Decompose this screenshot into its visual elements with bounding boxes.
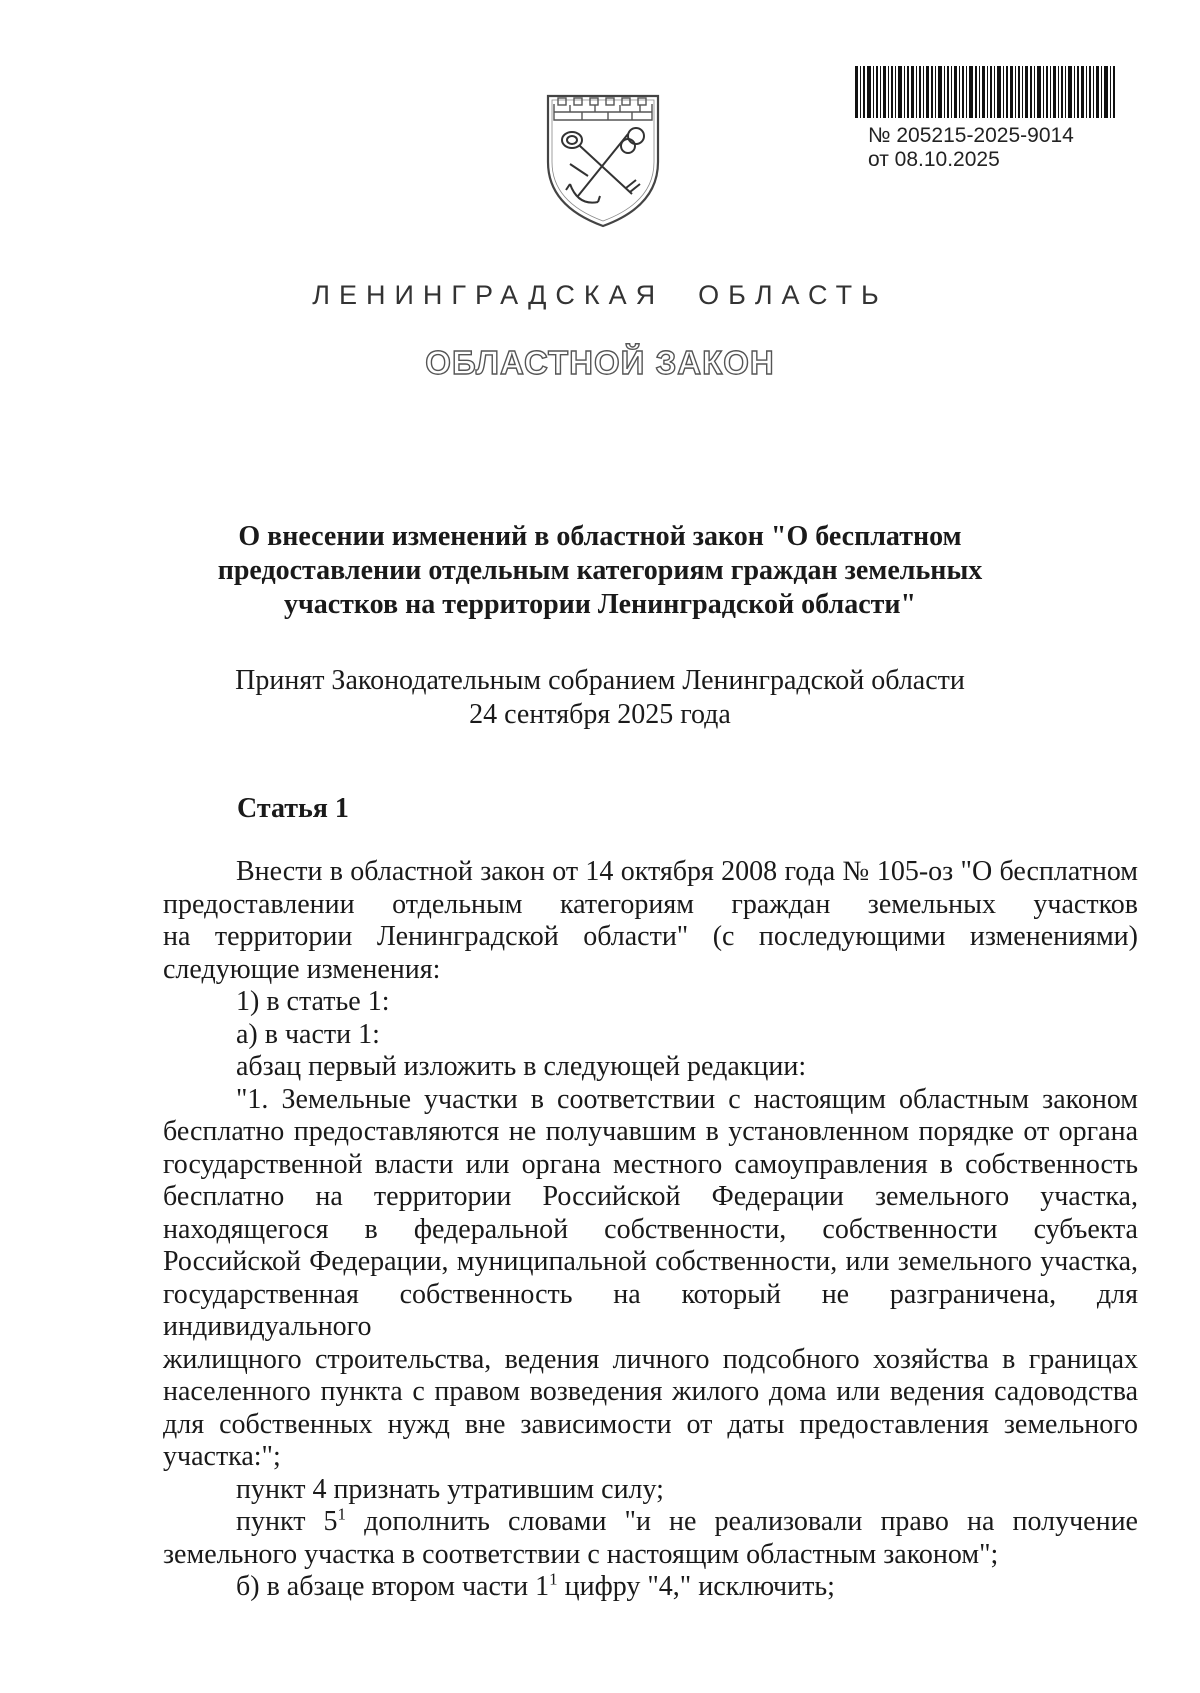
paragraph-line (163, 1571, 1138, 1604)
adoption-date: 24 сентября 2025 года (469, 699, 731, 730)
law-title-line: участков на территории Ленинградской области" (283, 589, 917, 620)
text-fragment: цифру "4," исключить; (557, 1571, 835, 1602)
paragraph-line: абзац первый изложить в следующей редакции: (236, 1051, 807, 1082)
article-heading: Статья 1 (237, 793, 349, 824)
paragraph-line: находящегося в федеральной собственности, собственности субъекта (163, 1213, 1138, 1245)
region-word-2: ОБЛАСТЬ (698, 280, 888, 310)
leningrad-oblast-coat-of-arms-icon (540, 84, 666, 234)
paragraph-line: Российской Федерации, муниципальной собственности, или земельного участка, (163, 1246, 1138, 1277)
region-heading (0, 280, 1200, 311)
superscript: 1 (337, 1504, 347, 1524)
paragraph-line: на территории Ленинградской области" (с последующими изменениями) (163, 921, 1138, 952)
paragraph-line: бесплатно на территории Российской Федерации земельного участка, (163, 1181, 1138, 1212)
registration-date: от 08.10.2025 (868, 148, 1000, 171)
paragraph-line: предоставлении отдельным категориям граждан земельных участков (163, 888, 1138, 920)
registration-number: № 205215-2025-9014 (868, 124, 1074, 147)
barcode-icon (855, 66, 1115, 118)
paragraph-line: государственной власти или органа местного самоуправления в собственность (163, 1148, 1138, 1180)
paragraph-line: Внести в областной закон от 14 октября 2008 года № 105-оз "О бесплатном (236, 856, 1138, 887)
registration-stamp (868, 124, 1074, 172)
adoption-line: Принят Законодательным собранием Ленинградской области (235, 665, 965, 696)
superscript: 1 (549, 1569, 558, 1589)
paragraph-line: населенного пункта с правом возведения жилого дома или ведения садоводства (163, 1376, 1138, 1407)
law-type-heading: ОБЛАСТНОЙ ЗАКОН (425, 344, 775, 381)
paragraph-line: для собственных нужд вне зависимости от даты предоставления земельного (163, 1408, 1138, 1440)
paragraph-line: а) в части 1: (236, 1018, 380, 1050)
paragraph-line: участка:"; (163, 1441, 281, 1472)
law-title-line: О внесении изменений в областной закон "О бесплатном (238, 521, 962, 552)
paragraph-line: 1) в статье 1: (236, 986, 390, 1017)
text-fragment: б) в абзаце втором части 1 (236, 1571, 550, 1602)
paragraph-line: бесплатно предоставляются не получавшим в установленном порядке от органа (163, 1116, 1138, 1147)
text-fragment: дополнить словами "и не реализовали право на получение (346, 1506, 1138, 1537)
article-body (163, 856, 1138, 1604)
text-fragment: пункт 5 (236, 1506, 338, 1537)
paragraph-line: земельного участка в соответствии с настоящим областным законом"; (163, 1538, 999, 1570)
adoption-note (160, 664, 1040, 732)
paragraph-line (163, 1506, 1138, 1539)
law-title-line: предоставлении отдельным категориям граждан земельных (217, 555, 983, 586)
paragraph-line: государственная собственность на который не разграничена, для индивидуального (163, 1278, 1138, 1342)
paragraph-line: следующие изменения: (163, 953, 441, 985)
paragraph-line: "1. Земельные участки в соответствии с настоящим областным законом (236, 1083, 1138, 1115)
region-word-1: ЛЕНИНГРАДСКАЯ (312, 280, 665, 310)
law-title (160, 520, 1040, 622)
paragraph-line: пункт 4 признать утратившим силу; (236, 1473, 664, 1505)
paragraph-line: жилищного строительства, ведения личного подсобного хозяйства в границах (163, 1343, 1138, 1375)
